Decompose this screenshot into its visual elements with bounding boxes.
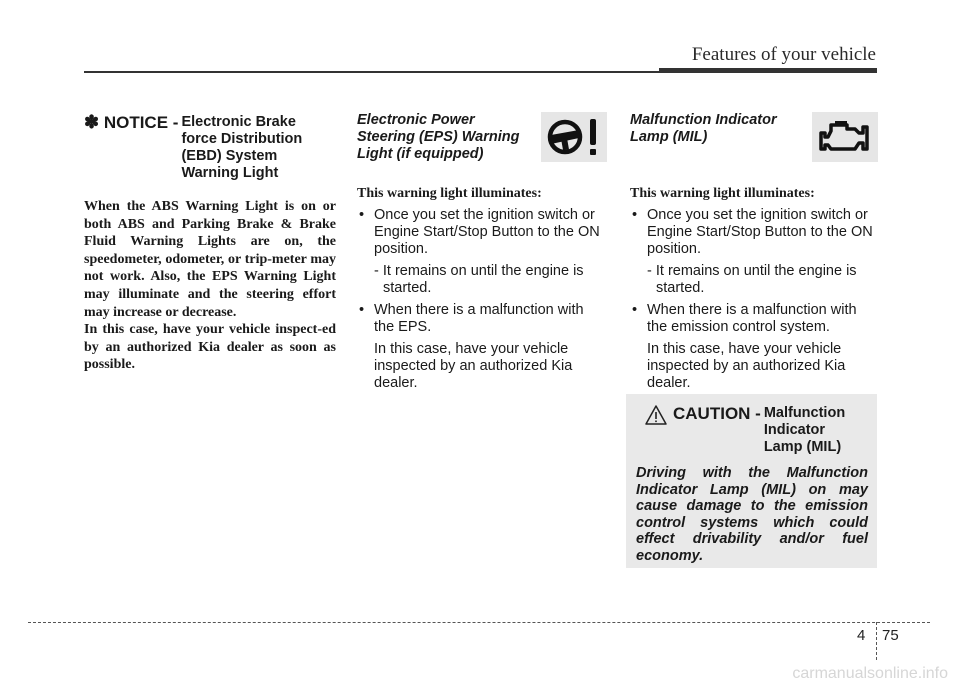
page-number: 75 (882, 627, 899, 644)
notice-body (84, 198, 336, 374)
list-subitem: - It remains on until the engine is started. (647, 263, 857, 296)
mil-section (630, 112, 878, 397)
bullet-icon: • (359, 302, 365, 318)
bullet-icon: • (632, 302, 638, 318)
list-item: • When there is a malfunction with the EPS. (359, 302, 584, 335)
list-subitem: - It remains on until the engine is started. (374, 263, 584, 296)
caution-title: Malfunction Indicator Lamp (MIL) (763, 405, 846, 455)
page-number-separator (876, 622, 877, 660)
mil-lead: This warning light illuminates: (630, 186, 815, 201)
list-item: • Once you set the ignition switch or Engine Start/Stop Button to the ON position. (359, 207, 600, 257)
footer-divider (28, 622, 930, 623)
list-subitem: In this case, have your vehicle inspected by an authorized Kia dealer. (647, 341, 846, 391)
notice-heading (84, 112, 336, 182)
notice-paragraph: When the ABS Warning Light is on or both ABS and Parking Brake & Brake Fluid Warning Lights are on, the speedometer, odometer, or trip-meter may not work. Also, the EPS Warning Light may illuminate and the steering effort may increase or decrease. (84, 199, 336, 320)
header-divider (84, 71, 659, 73)
caution-label: CAUTION - (673, 404, 761, 423)
steering-wheel-warning-icon (541, 112, 607, 162)
caution-body: Driving with the Malfunction Indicator Lamp (MIL) on may cause damage to the emission control systems which could effect drivability and/or fuel economy. (636, 465, 868, 564)
eps-section (357, 112, 607, 397)
notice-label: NOTICE - (103, 113, 179, 132)
warning-triangle-icon (644, 404, 668, 426)
bullet-icon: • (359, 207, 365, 223)
eps-title: Electronic Power Steering (EPS) Warning Light (if equipped) (357, 112, 520, 162)
notice-title: Electronic Brake force Distribution (EBD) System Warning Light (181, 114, 303, 181)
notice-paragraph: In this case, have your vehicle inspect-ed by an authorized Kia dealer as soon as possible. (84, 322, 336, 373)
eps-lead: This warning light illuminates: (357, 186, 542, 201)
list-item: • When there is a malfunction with the emission control system. (632, 302, 857, 335)
mil-title: Malfunction Indicator Lamp (MIL) (630, 112, 777, 145)
header-divider-accent (659, 68, 877, 73)
engine-check-icon (812, 112, 878, 162)
notice-section (84, 112, 336, 374)
caution-box (626, 394, 877, 568)
notice-star-icon: ✽ (84, 112, 100, 132)
bullet-icon: • (632, 207, 638, 223)
list-subitem: In this case, have your vehicle inspected by an authorized Kia dealer. (374, 341, 573, 391)
watermark: carmanualsonline.info (792, 665, 948, 682)
list-item: • Once you set the ignition switch or Engine Start/Stop Button to the ON position. (632, 207, 873, 257)
chapter-number: 4 (857, 627, 866, 644)
section-title: Features of your vehicle (691, 44, 876, 65)
